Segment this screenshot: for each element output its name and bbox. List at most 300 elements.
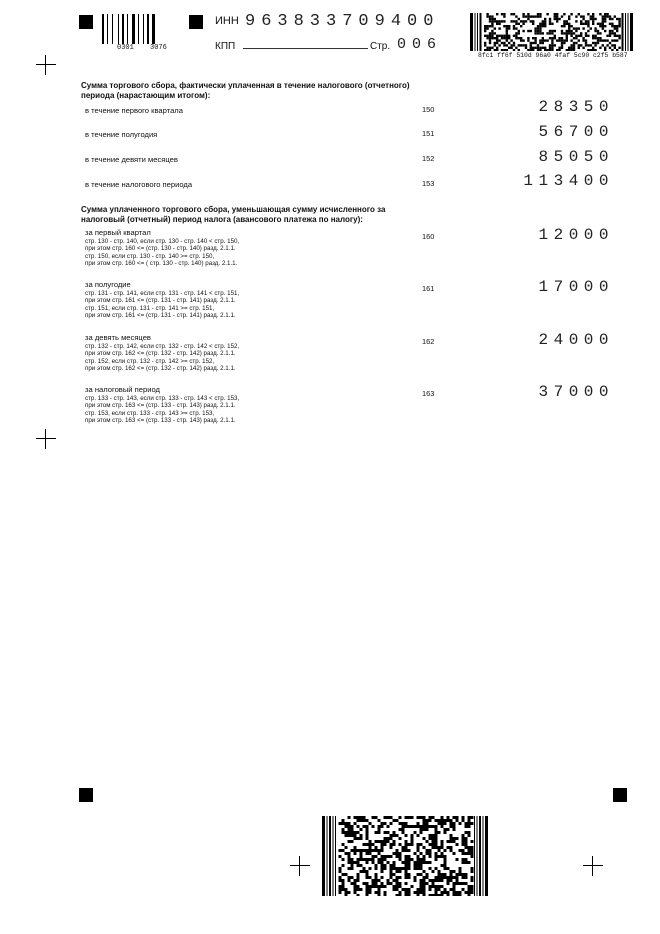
barcode-module <box>366 870 369 873</box>
barcode-module <box>515 23 517 25</box>
barcode-module <box>366 861 369 864</box>
barcode-module <box>396 879 399 882</box>
barcode-module <box>549 37 551 39</box>
barcode-module <box>578 13 580 15</box>
barcode-module <box>561 42 563 44</box>
barcode-module <box>520 20 522 22</box>
barcode-module <box>609 32 611 34</box>
barcode-module <box>393 834 396 837</box>
barcode-module <box>496 23 498 25</box>
barcode-module <box>459 867 462 870</box>
barcode-module <box>411 840 414 843</box>
barcode-module <box>396 882 399 885</box>
barcode-module <box>575 30 577 32</box>
barcode-module <box>429 843 432 846</box>
barcode-module <box>435 876 438 879</box>
barcode-module <box>462 819 465 822</box>
barcode-module <box>470 13 473 51</box>
barcode-module <box>447 846 450 849</box>
section1-title: Сумма торгового сбора, фактически уплаченная в течение налогового (отчетного) периода (нарастающим итогом): <box>81 81 410 100</box>
barcode-module <box>348 891 351 894</box>
barcode-module <box>532 15 534 17</box>
barcode-module <box>573 49 575 51</box>
barcode-module <box>532 47 534 49</box>
barcode-module <box>520 44 522 46</box>
row-162-formula-2: при этом стр. 162 <= (стр. 132 - стр. 142) разд. 2.1.1. <box>85 350 236 358</box>
barcode-module <box>438 894 441 896</box>
barcode-module <box>501 35 503 37</box>
barcode-module <box>429 825 432 828</box>
barcode-module <box>525 47 527 49</box>
barcode-module <box>587 35 589 37</box>
barcode-module <box>411 858 414 861</box>
barcode-module <box>602 39 604 41</box>
barcode-module <box>592 18 594 20</box>
barcode-module <box>599 47 601 49</box>
barcode-module <box>609 30 611 32</box>
barcode-module <box>525 15 527 17</box>
barcode-module <box>405 816 408 819</box>
barcode-module <box>441 879 444 882</box>
barcode-module <box>402 849 405 852</box>
barcode-module <box>420 879 423 882</box>
barcode-module <box>471 855 474 858</box>
barcode-bar <box>107 14 108 44</box>
barcode-module <box>423 822 426 825</box>
barcode-module <box>494 37 496 39</box>
barcode-module <box>423 819 426 822</box>
barcode-module <box>604 18 606 20</box>
barcode-module <box>417 873 420 876</box>
barcode-module <box>444 861 447 864</box>
barcode-module <box>568 15 570 17</box>
barcode-module <box>554 13 556 15</box>
barcode-module <box>534 30 536 32</box>
barcode-module <box>599 25 601 27</box>
barcode-module <box>414 867 417 870</box>
barcode-module <box>369 891 372 894</box>
barcode-module <box>544 20 546 22</box>
barcode-module <box>453 852 456 855</box>
barcode-module <box>435 891 438 894</box>
barcode-module <box>611 25 613 27</box>
barcode-module <box>592 23 594 25</box>
barcode-module <box>329 816 331 896</box>
barcode-module <box>503 42 505 44</box>
row-151-value: 56700 <box>538 123 614 141</box>
barcode-module <box>471 888 474 891</box>
row-160-formula-1: стр. 130 - стр. 140, если стр. 130 - стр. 140 < стр. 150, <box>85 237 240 245</box>
barcode-module <box>393 873 396 876</box>
barcode-module <box>597 30 599 32</box>
barcode-module <box>414 891 417 894</box>
barcode-module <box>537 47 539 49</box>
barcode-module <box>348 855 351 858</box>
barcode-module <box>537 32 539 34</box>
barcode-module <box>573 37 575 39</box>
barcode-module <box>498 35 500 37</box>
barcode-module <box>611 44 613 46</box>
barcode-module <box>450 840 453 843</box>
barcode-module <box>447 876 450 879</box>
barcode-module <box>602 18 604 20</box>
barcode-module <box>609 47 611 49</box>
row-160-formula-2: при этом стр. 160 <= (стр. 130 - стр. 140) разд. 2.1.1. <box>85 245 236 253</box>
barcode-module <box>432 882 435 885</box>
barcode-module <box>429 885 432 888</box>
barcode-module <box>580 35 582 37</box>
barcode-module <box>369 843 372 846</box>
barcode-module <box>348 825 351 828</box>
barcode-hash: 8fc1 ff6f 510d 96a0 4faf 5c90 c2f5 b587 <box>478 52 628 59</box>
barcode-module <box>551 49 553 51</box>
barcode-module <box>568 23 570 25</box>
barcode-module <box>372 885 375 888</box>
barcode-module <box>363 858 366 861</box>
row-162-block <box>85 334 305 373</box>
barcode-module <box>351 825 354 828</box>
barcode-module <box>360 888 363 891</box>
barcode-module <box>611 23 613 25</box>
barcode-module <box>417 861 420 864</box>
barcode-module <box>399 837 402 840</box>
barcode-module <box>592 42 594 44</box>
marker-bottom-right <box>613 788 627 802</box>
barcode-module <box>420 825 423 828</box>
barcode-module <box>554 37 556 39</box>
barcode-module <box>375 846 378 849</box>
barcode-module <box>580 15 582 17</box>
barcode-module <box>360 828 363 831</box>
barcode-module <box>354 852 357 855</box>
barcode-module <box>429 852 432 855</box>
barcode-module <box>441 819 444 822</box>
barcode-module <box>420 891 423 894</box>
barcode-module <box>592 35 594 37</box>
barcode-module <box>486 15 488 17</box>
barcode-module <box>489 20 491 22</box>
barcode-module <box>515 32 517 34</box>
barcode-module <box>597 32 599 34</box>
barcode-module <box>544 47 546 49</box>
registration-cross-bottom-left <box>290 856 310 876</box>
barcode-module <box>444 855 447 858</box>
barcode-module <box>568 49 570 51</box>
barcode-module <box>580 23 582 25</box>
barcode-module <box>582 18 584 20</box>
barcode-module <box>566 32 568 34</box>
barcode-module <box>399 858 402 861</box>
barcode-module <box>539 49 541 51</box>
barcode-module <box>551 32 553 34</box>
barcode-module <box>462 834 465 837</box>
barcode-module <box>354 879 357 882</box>
barcode-module <box>423 816 426 819</box>
barcode-module <box>453 894 456 896</box>
barcode-module <box>387 882 390 885</box>
barcode-module <box>372 861 375 864</box>
barcode-module <box>494 18 496 20</box>
barcode-module <box>375 879 378 882</box>
barcode-module <box>618 25 620 27</box>
barcode-module <box>375 885 378 888</box>
row-163-label: за налоговый период <box>85 385 160 394</box>
barcode-module <box>465 840 468 843</box>
barcode-module <box>417 894 420 896</box>
barcode-module <box>471 849 474 852</box>
barcode-module <box>333 816 334 896</box>
barcode-module <box>539 30 541 32</box>
barcode-module <box>484 25 486 27</box>
barcode-module <box>378 825 381 828</box>
barcode-module <box>471 840 474 843</box>
barcode-module <box>447 819 450 822</box>
row-161-formula-1: стр. 131 - стр. 141, если стр. 131 - стр. 141 < стр. 151, <box>85 289 240 297</box>
barcode-module <box>447 891 450 894</box>
barcode-module <box>537 49 539 51</box>
barcode-module <box>444 864 447 867</box>
barcode-module <box>459 891 462 894</box>
barcode-module <box>405 834 408 837</box>
barcode-module <box>384 855 387 858</box>
barcode-module <box>408 861 411 864</box>
barcode-module <box>486 13 488 15</box>
barcode-module <box>510 13 512 15</box>
barcode-module <box>471 822 474 825</box>
barcode-module <box>384 840 387 843</box>
barcode-module <box>477 816 478 896</box>
barcode-module <box>366 831 369 834</box>
barcode-module <box>378 858 381 861</box>
barcode-module <box>616 18 618 20</box>
barcode-module <box>527 37 529 39</box>
barcode-module <box>527 49 529 51</box>
row-162-value: 24000 <box>538 331 614 349</box>
barcode-module <box>551 44 553 46</box>
barcode-module <box>441 885 444 888</box>
barcode-module <box>491 30 493 32</box>
barcode-module <box>606 44 608 46</box>
barcode-module <box>465 822 468 825</box>
barcode-module <box>539 42 541 44</box>
barcode-bar <box>138 14 139 44</box>
barcode-module <box>561 39 563 41</box>
row-151-label: в течение полугодия <box>85 130 158 139</box>
barcode-module <box>426 819 429 822</box>
barcode-module <box>354 846 357 849</box>
barcode-module <box>465 861 468 864</box>
barcode-module <box>414 876 417 879</box>
barcode-module <box>335 816 336 896</box>
barcode-module <box>503 25 505 27</box>
barcode-module <box>348 879 351 882</box>
row-150-code: 150 <box>422 105 435 114</box>
barcode-module <box>360 837 363 840</box>
barcode-module <box>408 894 411 896</box>
barcode-module <box>375 840 378 843</box>
barcode-bar <box>140 14 142 44</box>
row-160-formula-4: при этом стр. 160 <= ( стр. 130 - стр. 140) разд. 2.1.1. <box>85 260 238 268</box>
barcode-module <box>561 25 563 27</box>
barcode-module <box>534 47 536 49</box>
barcode-module <box>578 27 580 29</box>
barcode-module <box>491 35 493 37</box>
barcode-module <box>423 861 426 864</box>
barcode-module <box>580 32 582 34</box>
barcode-module <box>549 32 551 34</box>
barcode-bar <box>112 14 113 44</box>
barcode-module <box>447 816 450 819</box>
barcode-module <box>498 39 500 41</box>
barcode-module <box>342 888 345 891</box>
row-162-code: 162 <box>422 337 435 346</box>
barcode-module <box>438 873 441 876</box>
barcode-module <box>408 825 411 828</box>
barcode-module <box>426 825 429 828</box>
barcode-module <box>534 32 536 34</box>
barcode-module <box>372 858 375 861</box>
barcode-module <box>539 25 541 27</box>
barcode-module <box>354 816 357 819</box>
barcode-module <box>456 894 459 896</box>
barcode-module <box>420 828 423 831</box>
barcode-module <box>456 876 459 879</box>
barcode-module <box>360 864 363 867</box>
barcode-module <box>435 858 438 861</box>
barcode-module <box>363 882 366 885</box>
barcode-module <box>518 18 520 20</box>
barcode-module <box>348 861 351 864</box>
barcode-module <box>575 37 577 39</box>
barcode-module <box>345 825 348 828</box>
barcode-module <box>551 42 553 44</box>
barcode-module <box>510 47 512 49</box>
barcode-module <box>527 15 529 17</box>
barcode-module <box>508 27 510 29</box>
barcode-module <box>390 882 393 885</box>
barcode-module <box>544 25 546 27</box>
barcode-module <box>444 849 447 852</box>
barcode-module <box>556 18 558 20</box>
barcode-module <box>563 25 565 27</box>
barcode-module <box>462 843 465 846</box>
barcode-module <box>566 49 568 51</box>
barcode-module <box>491 25 493 27</box>
barcode-module <box>399 855 402 858</box>
barcode-module <box>585 42 587 44</box>
barcode-module <box>558 47 560 49</box>
barcode-module <box>354 861 357 864</box>
barcode-module <box>554 18 556 20</box>
barcode-module <box>399 891 402 894</box>
barcode-module <box>414 879 417 882</box>
barcode-module <box>537 15 539 17</box>
barcode-module <box>432 843 435 846</box>
barcode-module <box>587 13 589 15</box>
registration-cross-mid-left <box>36 429 56 449</box>
barcode-module <box>486 37 488 39</box>
barcode-module <box>390 837 393 840</box>
barcode-module <box>465 846 468 849</box>
barcode-module <box>566 20 568 22</box>
barcode-module <box>366 894 369 896</box>
barcode-module <box>568 18 570 20</box>
barcode-module <box>587 44 589 46</box>
barcode-module <box>484 42 486 44</box>
barcode-module <box>378 819 381 822</box>
barcode-module <box>357 864 360 867</box>
barcode-module <box>561 47 563 49</box>
barcode-module <box>558 18 560 20</box>
barcode-module <box>429 861 432 864</box>
barcode-module <box>378 831 381 834</box>
barcode-module <box>351 864 354 867</box>
barcode-module <box>390 846 393 849</box>
barcode-module <box>594 42 596 44</box>
barcode-module <box>515 35 517 37</box>
barcode-module <box>357 819 360 822</box>
barcode-module <box>518 30 520 32</box>
barcode-module <box>599 37 601 39</box>
barcode-module <box>372 882 375 885</box>
barcode-module <box>590 15 592 17</box>
barcode-module <box>423 870 426 873</box>
barcode-module <box>420 858 423 861</box>
barcode-module <box>393 885 396 888</box>
barcode-module <box>484 44 486 46</box>
barcode-module <box>456 837 459 840</box>
barcode-module <box>570 32 572 34</box>
barcode-module <box>360 834 363 837</box>
barcode-module <box>604 13 606 15</box>
barcode-module <box>369 849 372 852</box>
barcode-module <box>417 867 420 870</box>
barcode-module <box>544 23 546 25</box>
barcode-module <box>585 23 587 25</box>
barcode-module <box>387 831 390 834</box>
barcode-module <box>339 879 342 882</box>
barcode-module <box>378 888 381 891</box>
barcode-module <box>444 876 447 879</box>
barcode-module <box>354 885 357 888</box>
barcode-module <box>372 879 375 882</box>
barcode-module <box>423 894 426 896</box>
barcode-module <box>549 30 551 32</box>
barcode-module <box>546 13 548 15</box>
barcode-module <box>408 891 411 894</box>
barcode-module <box>360 816 363 819</box>
barcode-module <box>496 42 498 44</box>
barcode-module <box>498 44 500 46</box>
barcode-module <box>456 843 459 846</box>
barcode-module <box>450 819 453 822</box>
barcode-module <box>354 822 357 825</box>
barcode-module <box>402 846 405 849</box>
barcode-module <box>518 37 520 39</box>
barcode-module <box>366 882 369 885</box>
barcode-module <box>628 13 629 51</box>
row-160-label: за первый квартал <box>85 228 151 237</box>
barcode-module <box>496 20 498 22</box>
barcode-module <box>532 49 534 51</box>
barcode-module <box>426 873 429 876</box>
barcode-module <box>408 855 411 858</box>
barcode-module <box>484 35 486 37</box>
barcode-module <box>471 879 474 882</box>
barcode-module <box>513 13 515 15</box>
row-160-code: 160 <box>422 232 435 241</box>
row-161-label: за полугодие <box>85 280 131 289</box>
